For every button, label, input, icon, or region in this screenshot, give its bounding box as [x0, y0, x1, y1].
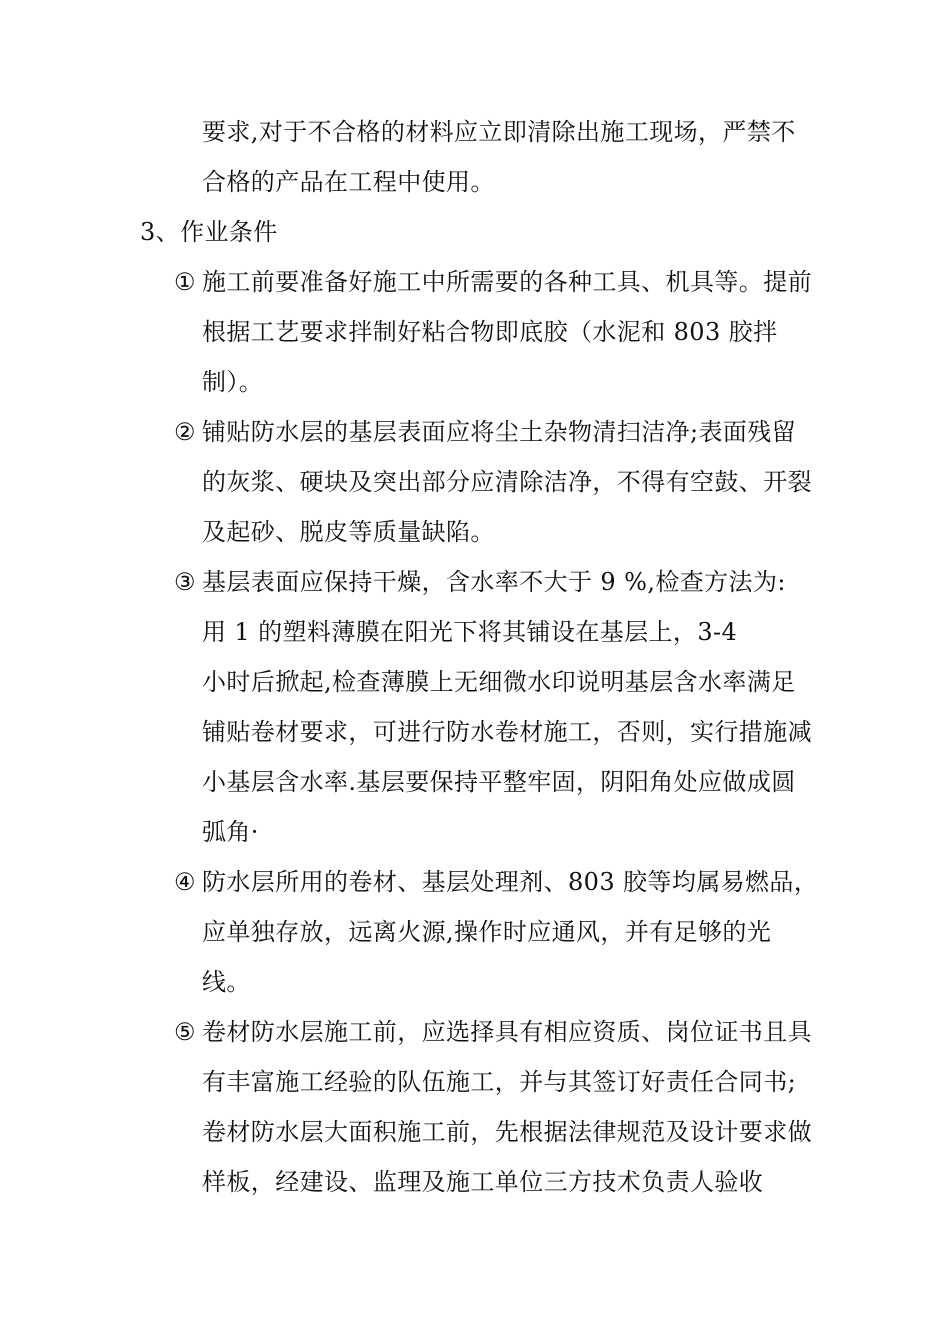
item-1-line-1: 施工前要准备好施工中所需要的各种工具、机具等。提前 — [202, 268, 812, 296]
item-3-line-6: 弧角· — [202, 818, 259, 846]
item-4-marker: ④ — [174, 868, 196, 896]
item-3-line-3: 小时后掀起,检查薄膜上无细微水印说明基层含水率满足 — [202, 668, 796, 696]
intro-line-2: 合格的产品在工程中使用。 — [202, 168, 495, 196]
item-3-marker: ③ — [174, 568, 196, 596]
item-3-line-5: 小基层含水率.基层要保持平整牢固，阴阳角处应做成圆 — [202, 768, 796, 796]
item-4-line-2: 应单独存放，远离火源,操作时应通风，并有足够的光 — [202, 918, 772, 946]
item-5-line-3: 卷材防水层大面积施工前，先根据法律规范及设计要求做 — [202, 1118, 812, 1146]
item-3-line-1: 基层表面应保持干燥，含水率不大于 9 %,检查方法为: — [202, 568, 786, 596]
item-4-line-1: 防水层所用的卷材、基层处理剂、803 胶等均属易燃品， — [202, 868, 819, 896]
item-2-marker: ② — [174, 418, 196, 446]
item-2-line-1: 铺贴防水层的基层表面应将尘土杂物清扫洁净;表面残留 — [202, 418, 797, 446]
item-1-line-3: 制）。 — [202, 368, 264, 396]
item-2-line-3: 及起砂、脱皮等质量缺陷。 — [202, 518, 495, 546]
item-5-line-2: 有丰富施工经验的队伍施工，并与其签订好责任合同书; — [202, 1068, 797, 1096]
item-4-line-3: 线。 — [202, 968, 251, 996]
item-5-line-1: 卷材防水层施工前，应选择具有相应资质、岗位证书且具 — [202, 1018, 812, 1046]
intro-line-1: 要求,对于不合格的材料应立即清除出施工现场，严禁不 — [202, 118, 796, 146]
item-1-line-2: 根据工艺要求拌制好粘合物即底胶（水泥和 803 胶拌 — [202, 318, 778, 346]
item-3-line-4: 铺贴卷材要求，可进行防水卷材施工，否则，实行措施减 — [202, 718, 812, 746]
item-1-marker: ① — [174, 268, 196, 296]
item-2-line-2: 的灰浆、硬块及突出部分应清除洁净，不得有空鼓、开裂 — [202, 468, 812, 496]
item-5-marker: ⑤ — [174, 1018, 196, 1046]
item-3-line-2: 用 1 的塑料薄膜在阳光下将其铺设在基层上，3-4 — [202, 618, 738, 646]
section-heading: 3、作业条件 — [140, 218, 278, 246]
item-5-line-4: 样板，经建设、监理及施工单位三方技术负责人验收 — [202, 1168, 764, 1196]
